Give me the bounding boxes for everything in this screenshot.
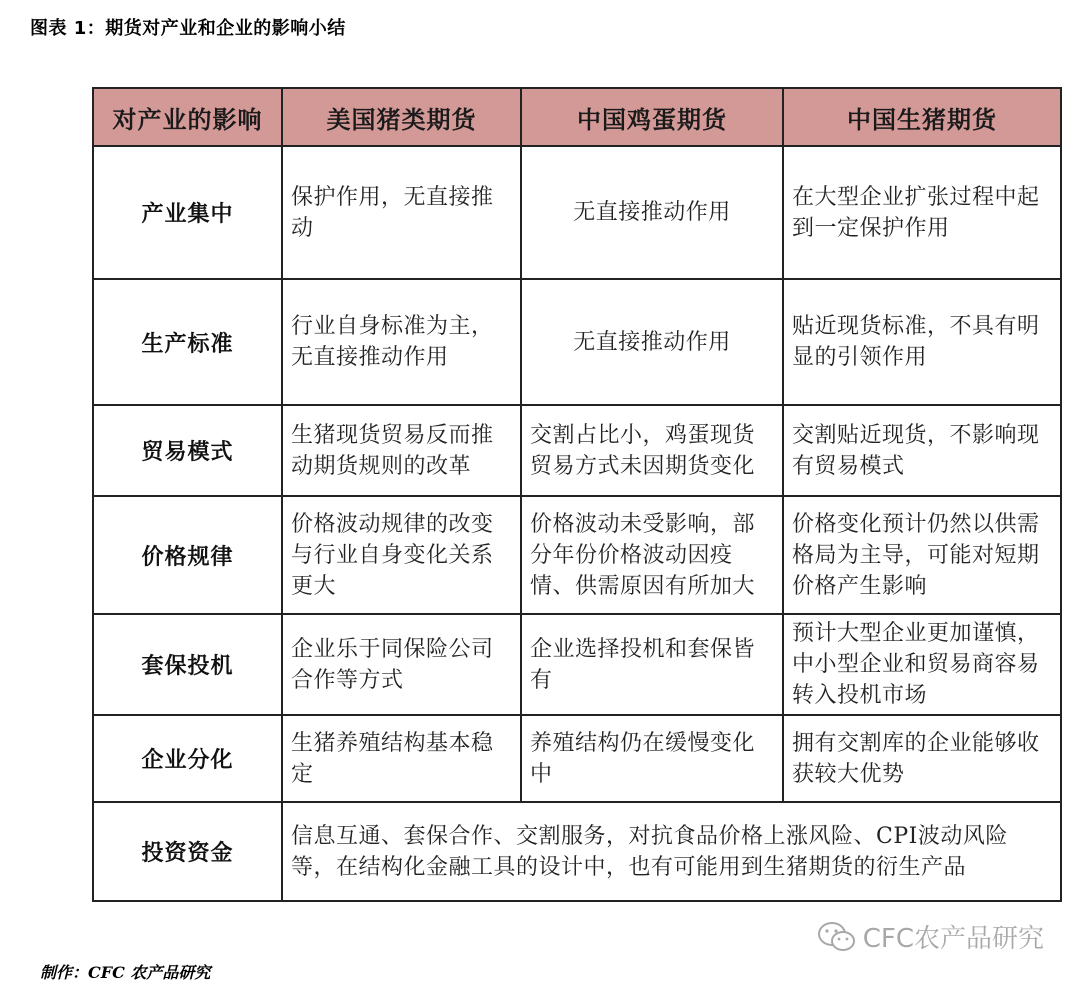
table-cell: 行业自身标准为主，无直接推动作用 — [282, 279, 521, 405]
table-cell: 保护作用，无直接推动 — [282, 146, 521, 279]
table-cell: 价格变化预计仍然以供需格局为主导，可能对短期价格产生影响 — [783, 496, 1061, 614]
watermark — [817, 918, 1044, 955]
table-row — [93, 715, 1061, 802]
table-header-row — [93, 88, 1061, 146]
table-row — [93, 496, 1061, 614]
table-cell: 交割占比小，鸡蛋现货贸易方式未因期货变化 — [521, 405, 783, 496]
table-cell: 价格波动规律的改变与行业自身变化关系更大 — [282, 496, 521, 614]
row-label: 套保投机 — [93, 614, 282, 715]
table-cell: 交割贴近现货，不影响现有贸易模式 — [783, 405, 1061, 496]
table-cell: 拥有交割库的企业能够收获较大优势 — [783, 715, 1061, 802]
row-label: 生产标准 — [93, 279, 282, 405]
table-row — [93, 279, 1061, 405]
row-label: 贸易模式 — [93, 405, 282, 496]
footer-credit: 制作：CFC 农产品研究 — [40, 963, 211, 982]
table-cell: 贴近现货标准，不具有明显的引领作用 — [783, 279, 1061, 405]
header-cn-egg-futures: 中国鸡蛋期货 — [521, 88, 783, 146]
table-cell: 企业选择投机和套保皆有 — [521, 614, 783, 715]
table-cell: 生猪养殖结构基本稳定 — [282, 715, 521, 802]
wechat-icon — [817, 921, 857, 953]
summary-table — [92, 87, 1062, 902]
table-cell: 预计大型企业更加谨慎，中小型企业和贸易商容易转入投机市场 — [783, 614, 1061, 715]
row-label: 投资资金 — [93, 802, 282, 901]
table-cell: 养殖结构仍在缓慢变化中 — [521, 715, 783, 802]
table-cell: 在大型企业扩张过程中起到一定保护作用 — [783, 146, 1061, 279]
table-cell: 生猪现货贸易反而推动期货规则的改革 — [282, 405, 521, 496]
table-row — [93, 146, 1061, 279]
table-row — [93, 405, 1061, 496]
figure-title: 图表 1：期货对产业和企业的影响小结 — [30, 18, 346, 39]
table-row — [93, 802, 1061, 901]
table-row — [93, 614, 1061, 715]
watermark-text: CFC农产品研究 — [862, 924, 1044, 954]
header-cn-hog-futures: 中国生猪期货 — [783, 88, 1061, 146]
table-cell: 无直接推动作用 — [521, 279, 783, 405]
row-label: 价格规律 — [93, 496, 282, 614]
table-cell: 价格波动未受影响，部分年份价格波动因疫情、供需原因有所加大 — [521, 496, 783, 614]
table-cell: 企业乐于同保险公司合作等方式 — [282, 614, 521, 715]
header-impact: 对产业的影响 — [93, 88, 282, 146]
table-cell: 无直接推动作用 — [521, 146, 783, 279]
row-label: 产业集中 — [93, 146, 282, 279]
header-us-hog-futures: 美国猪类期货 — [282, 88, 521, 146]
row-label: 企业分化 — [93, 715, 282, 802]
merged-cell: 信息互通、套保合作、交割服务，对抗食品价格上涨风险、CPI波动风险等，在结构化金融工具的设计中，也有可能用到生猪期货的衍生产品 — [282, 802, 1061, 901]
